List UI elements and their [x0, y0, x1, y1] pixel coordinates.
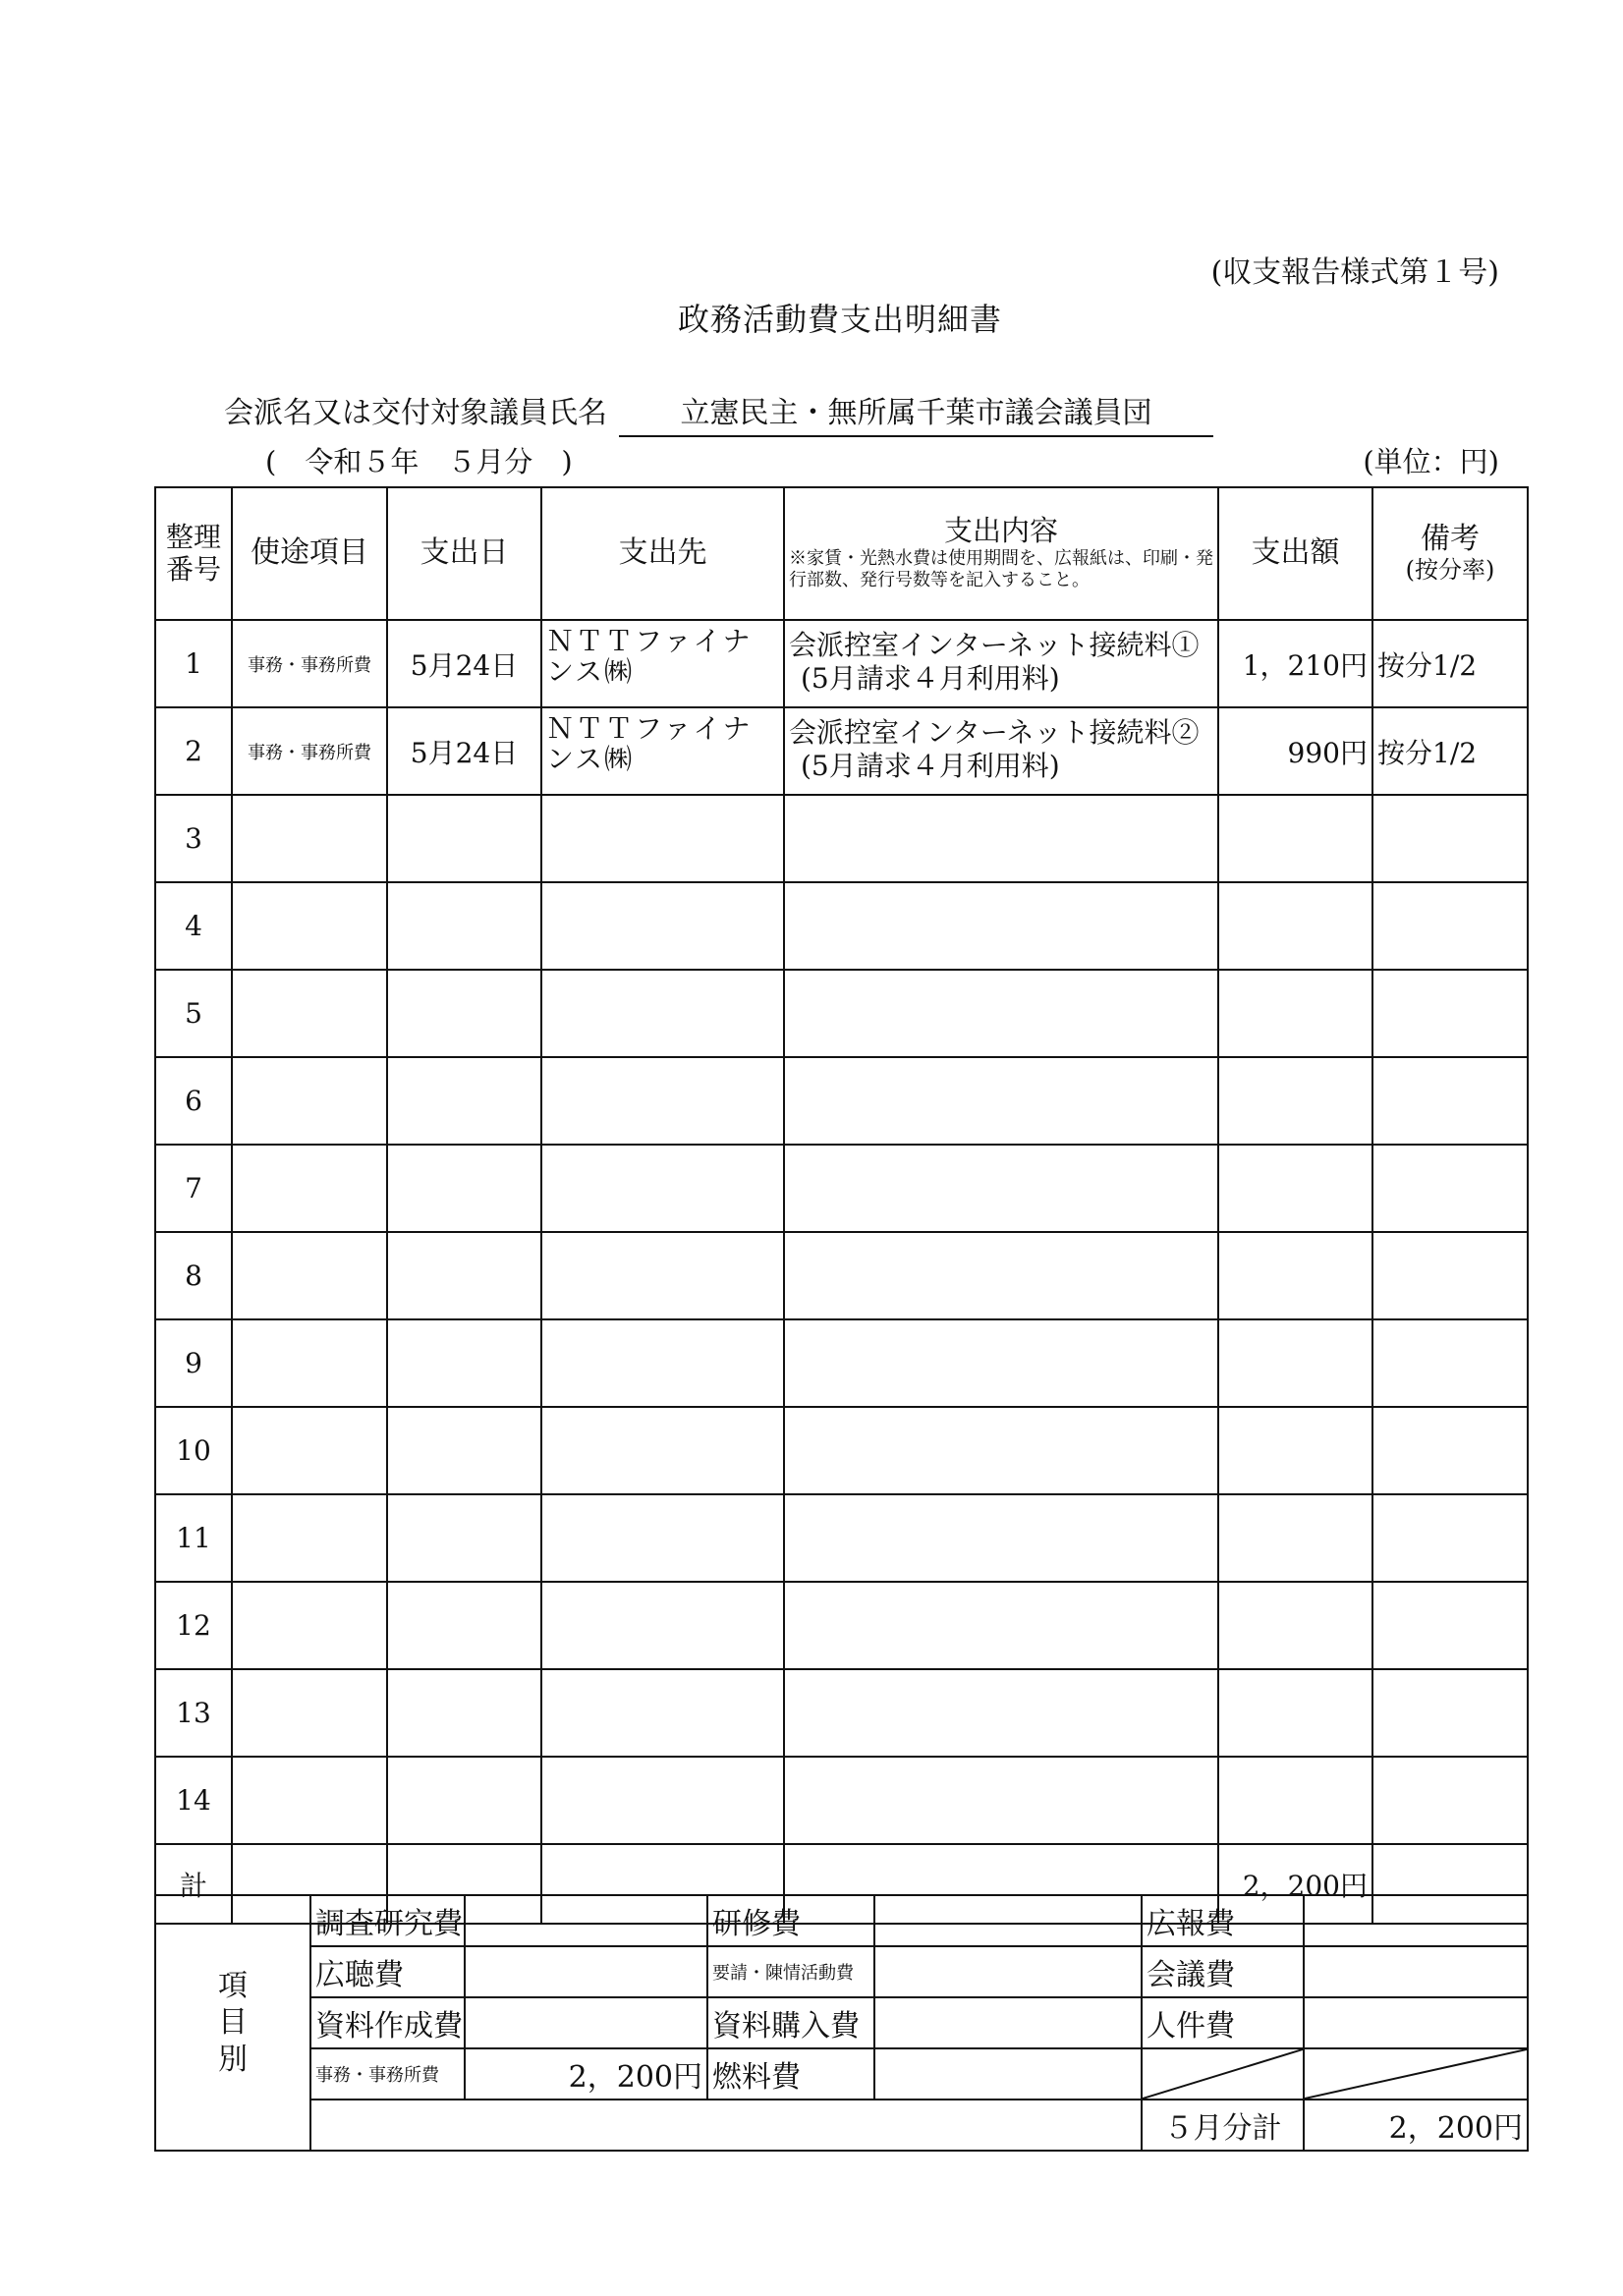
row-remarks — [1372, 1582, 1528, 1669]
office-value: 2，200円 — [465, 2048, 707, 2100]
table-row — [155, 1232, 1528, 1319]
row-date — [387, 795, 541, 882]
row-payee — [541, 1232, 784, 1319]
category-label-text: 項 目 別 — [218, 1968, 248, 2077]
row-content — [784, 620, 1218, 707]
row-number: 6 — [155, 1057, 232, 1145]
row-payee — [541, 1494, 784, 1582]
row-item: 事務・事務所費 — [232, 707, 387, 795]
row-number: 12 — [155, 1582, 232, 1669]
row-item — [232, 1757, 387, 1844]
row-payee — [541, 795, 784, 882]
table-row — [155, 1582, 1528, 1669]
col-header-no: 整理番号 — [155, 487, 232, 620]
row-item — [232, 1669, 387, 1757]
row-remarks — [1372, 1407, 1528, 1494]
row-item — [232, 795, 387, 882]
col-header-payee: 支出先 — [541, 487, 784, 620]
table-row — [155, 1319, 1528, 1407]
row-number: 13 — [155, 1669, 232, 1757]
row-amount: 1，210円 — [1218, 620, 1372, 707]
row-payee — [541, 1757, 784, 1844]
row-payee: ＮＴＴファイナンス㈱ — [541, 620, 784, 707]
row-item — [232, 882, 387, 970]
row-content — [784, 1057, 1218, 1145]
row-number: 10 — [155, 1407, 232, 1494]
summary-row — [155, 2048, 1528, 2100]
form-number: (収支報告様式第１号) — [1210, 255, 1499, 290]
row-payee — [541, 1582, 784, 1669]
row-number: 1 — [155, 620, 232, 707]
faction-value: 立憲民主・無所属千葉市議会議員団 — [619, 388, 1213, 437]
total-amount: 2，200円 — [1218, 1844, 1372, 1924]
summary-row — [155, 1997, 1528, 2048]
diagonal-slash — [1143, 2049, 1303, 2099]
row-remarks — [1372, 1232, 1528, 1319]
row-payee — [541, 1057, 784, 1145]
row-number: 11 — [155, 1494, 232, 1582]
row-date — [387, 1145, 541, 1232]
table-row — [155, 1669, 1528, 1757]
row-content — [784, 1582, 1218, 1669]
row-amount — [1218, 1232, 1372, 1319]
total-label: 計 — [155, 1844, 232, 1924]
row-amount — [1218, 1057, 1372, 1145]
diagonal-slash — [1305, 2049, 1527, 2099]
table-row — [155, 1407, 1528, 1494]
row-number: 8 — [155, 1232, 232, 1319]
remarks-header-sub: (按分率) — [1405, 555, 1495, 584]
row-payee — [541, 1145, 784, 1232]
pr-value — [1304, 1895, 1528, 1946]
fuel-value — [874, 2048, 1142, 2100]
col-header-content — [784, 487, 1218, 620]
remarks-header-label: 備考 — [1421, 522, 1480, 557]
row-remarks — [1372, 1145, 1528, 1232]
meeting-value — [1304, 1946, 1528, 1997]
row-remarks: 按分1/2 — [1372, 707, 1528, 795]
faction-label: 会派名又は交付対象議員氏名 — [224, 396, 607, 430]
fuel-label: 燃料費 — [707, 2048, 874, 2100]
row-date — [387, 1582, 541, 1669]
table-row — [155, 1145, 1528, 1232]
row-date — [387, 1057, 541, 1145]
row-amount — [1218, 1582, 1372, 1669]
row-content-line1: 会派控室インターネット接続料① — [789, 629, 1200, 661]
research-value — [465, 1895, 707, 1946]
row-item — [232, 1407, 387, 1494]
hearing-value — [465, 1946, 707, 1997]
row-payee — [541, 882, 784, 970]
row-item — [232, 1494, 387, 1582]
petition-label: 要請・陳情活動費 — [707, 1946, 874, 1997]
office-label: 事務・事務所費 — [310, 2048, 465, 2100]
row-item — [232, 1145, 387, 1232]
row-number: 7 — [155, 1145, 232, 1232]
row-remarks: 按分1/2 — [1372, 620, 1528, 707]
table-header-row — [155, 487, 1528, 620]
row-number: 9 — [155, 1319, 232, 1407]
row-content — [784, 795, 1218, 882]
row-date — [387, 1407, 541, 1494]
expenditure-table — [154, 486, 1529, 1925]
personnel-value — [1304, 1997, 1528, 2048]
category-summary-table — [154, 1894, 1529, 2152]
materials-purchase-value — [874, 1997, 1142, 2048]
summary-row — [155, 1946, 1528, 1997]
row-amount — [1218, 970, 1372, 1057]
table-row — [155, 882, 1528, 970]
table-row — [155, 795, 1528, 882]
row-amount — [1218, 795, 1372, 882]
materials-creation-value — [465, 1997, 707, 2048]
row-content-line1: 会派控室インターネット接続料② — [789, 716, 1200, 749]
row-remarks — [1372, 1494, 1528, 1582]
col-header-remarks — [1372, 487, 1528, 620]
summary-row — [155, 1895, 1528, 1946]
row-content — [784, 970, 1218, 1057]
diagonal-blank-cell — [1304, 2048, 1528, 2100]
row-payee: ＮＴＴファイナンス㈱ — [541, 707, 784, 795]
content-header-note: ※家賃・光熱水費は使用期間を、広報紙は、印刷・発行部数、発行号数等を記入すること。 — [789, 547, 1213, 591]
row-remarks — [1372, 1669, 1528, 1757]
training-label: 研修費 — [707, 1895, 874, 1946]
row-number: 3 — [155, 795, 232, 882]
row-payee — [541, 970, 784, 1057]
row-payee — [541, 1319, 784, 1407]
report-period: ( 令和５年 ５月分 ) — [265, 445, 573, 478]
personnel-label: 人件費 — [1142, 1997, 1304, 2048]
row-content — [784, 707, 1218, 795]
row-item — [232, 970, 387, 1057]
row-date — [387, 1757, 541, 1844]
row-number: 4 — [155, 882, 232, 970]
row-amount — [1218, 882, 1372, 970]
row-item — [232, 1582, 387, 1669]
row-content-line2: (5月請求４月利用料) — [801, 661, 1060, 695]
materials-purchase-label: 資料購入費 — [707, 1997, 874, 2048]
category-label — [155, 1895, 310, 2151]
row-number: 5 — [155, 970, 232, 1057]
row-item: 事務・事務所費 — [232, 620, 387, 707]
training-value — [874, 1895, 1142, 1946]
row-amount — [1218, 1145, 1372, 1232]
row-date — [387, 1494, 541, 1582]
pr-label: 広報費 — [1142, 1895, 1304, 1946]
meeting-label: 会議費 — [1142, 1946, 1304, 1997]
row-amount: 990円 — [1218, 707, 1372, 795]
row-date — [387, 1319, 541, 1407]
row-amount — [1218, 1757, 1372, 1844]
table-row — [155, 620, 1528, 707]
col-header-item: 使途項目 — [232, 487, 387, 620]
row-number: 2 — [155, 707, 232, 795]
row-payee — [541, 1669, 784, 1757]
table-row — [155, 1757, 1528, 1844]
table-row — [155, 707, 1528, 795]
row-date — [387, 1669, 541, 1757]
row-amount — [1218, 1669, 1372, 1757]
row-date: 5月24日 — [387, 620, 541, 707]
content-header-label: 支出内容 — [943, 514, 1058, 548]
summary-total-row — [155, 2100, 1528, 2151]
row-remarks — [1372, 1319, 1528, 1407]
row-content — [784, 1407, 1218, 1494]
row-item — [232, 1232, 387, 1319]
row-item — [232, 1057, 387, 1145]
row-date — [387, 882, 541, 970]
table-row — [155, 970, 1528, 1057]
row-amount — [1218, 1319, 1372, 1407]
row-content — [784, 1232, 1218, 1319]
row-amount — [1218, 1494, 1372, 1582]
row-remarks — [1372, 795, 1528, 882]
unit-label: (単位：円) — [1363, 445, 1499, 478]
row-content — [784, 1757, 1218, 1844]
summary-blank-cell — [310, 2100, 1142, 2151]
diagonal-blank-cell — [1142, 2048, 1304, 2100]
petition-value — [874, 1946, 1142, 1997]
row-content — [784, 1319, 1218, 1407]
materials-creation-label: 資料作成費 — [310, 1997, 465, 2048]
row-content — [784, 882, 1218, 970]
document-title: 政務活動費支出明細書 — [677, 301, 1002, 338]
table-row — [155, 1057, 1528, 1145]
row-content-line2: (5月請求４月利用料) — [801, 749, 1060, 782]
table-row — [155, 1494, 1528, 1582]
month-total-label: ５月分計 — [1142, 2100, 1304, 2151]
col-header-amount: 支出額 — [1218, 487, 1372, 620]
row-content — [784, 1669, 1218, 1757]
research-label: 調査研究費 — [310, 1895, 465, 1946]
row-item — [232, 1319, 387, 1407]
row-remarks — [1372, 1757, 1528, 1844]
row-date — [387, 1232, 541, 1319]
row-number: 14 — [155, 1757, 232, 1844]
row-remarks — [1372, 970, 1528, 1057]
row-content — [784, 1494, 1218, 1582]
hearing-label: 広聴費 — [310, 1946, 465, 1997]
row-content — [784, 1145, 1218, 1232]
row-payee — [541, 1407, 784, 1494]
month-total-value: 2，200円 — [1304, 2100, 1528, 2151]
col-header-date: 支出日 — [387, 487, 541, 620]
row-amount — [1218, 1407, 1372, 1494]
row-date: 5月24日 — [387, 707, 541, 795]
row-remarks — [1372, 882, 1528, 970]
row-remarks — [1372, 1057, 1528, 1145]
row-date — [387, 970, 541, 1057]
